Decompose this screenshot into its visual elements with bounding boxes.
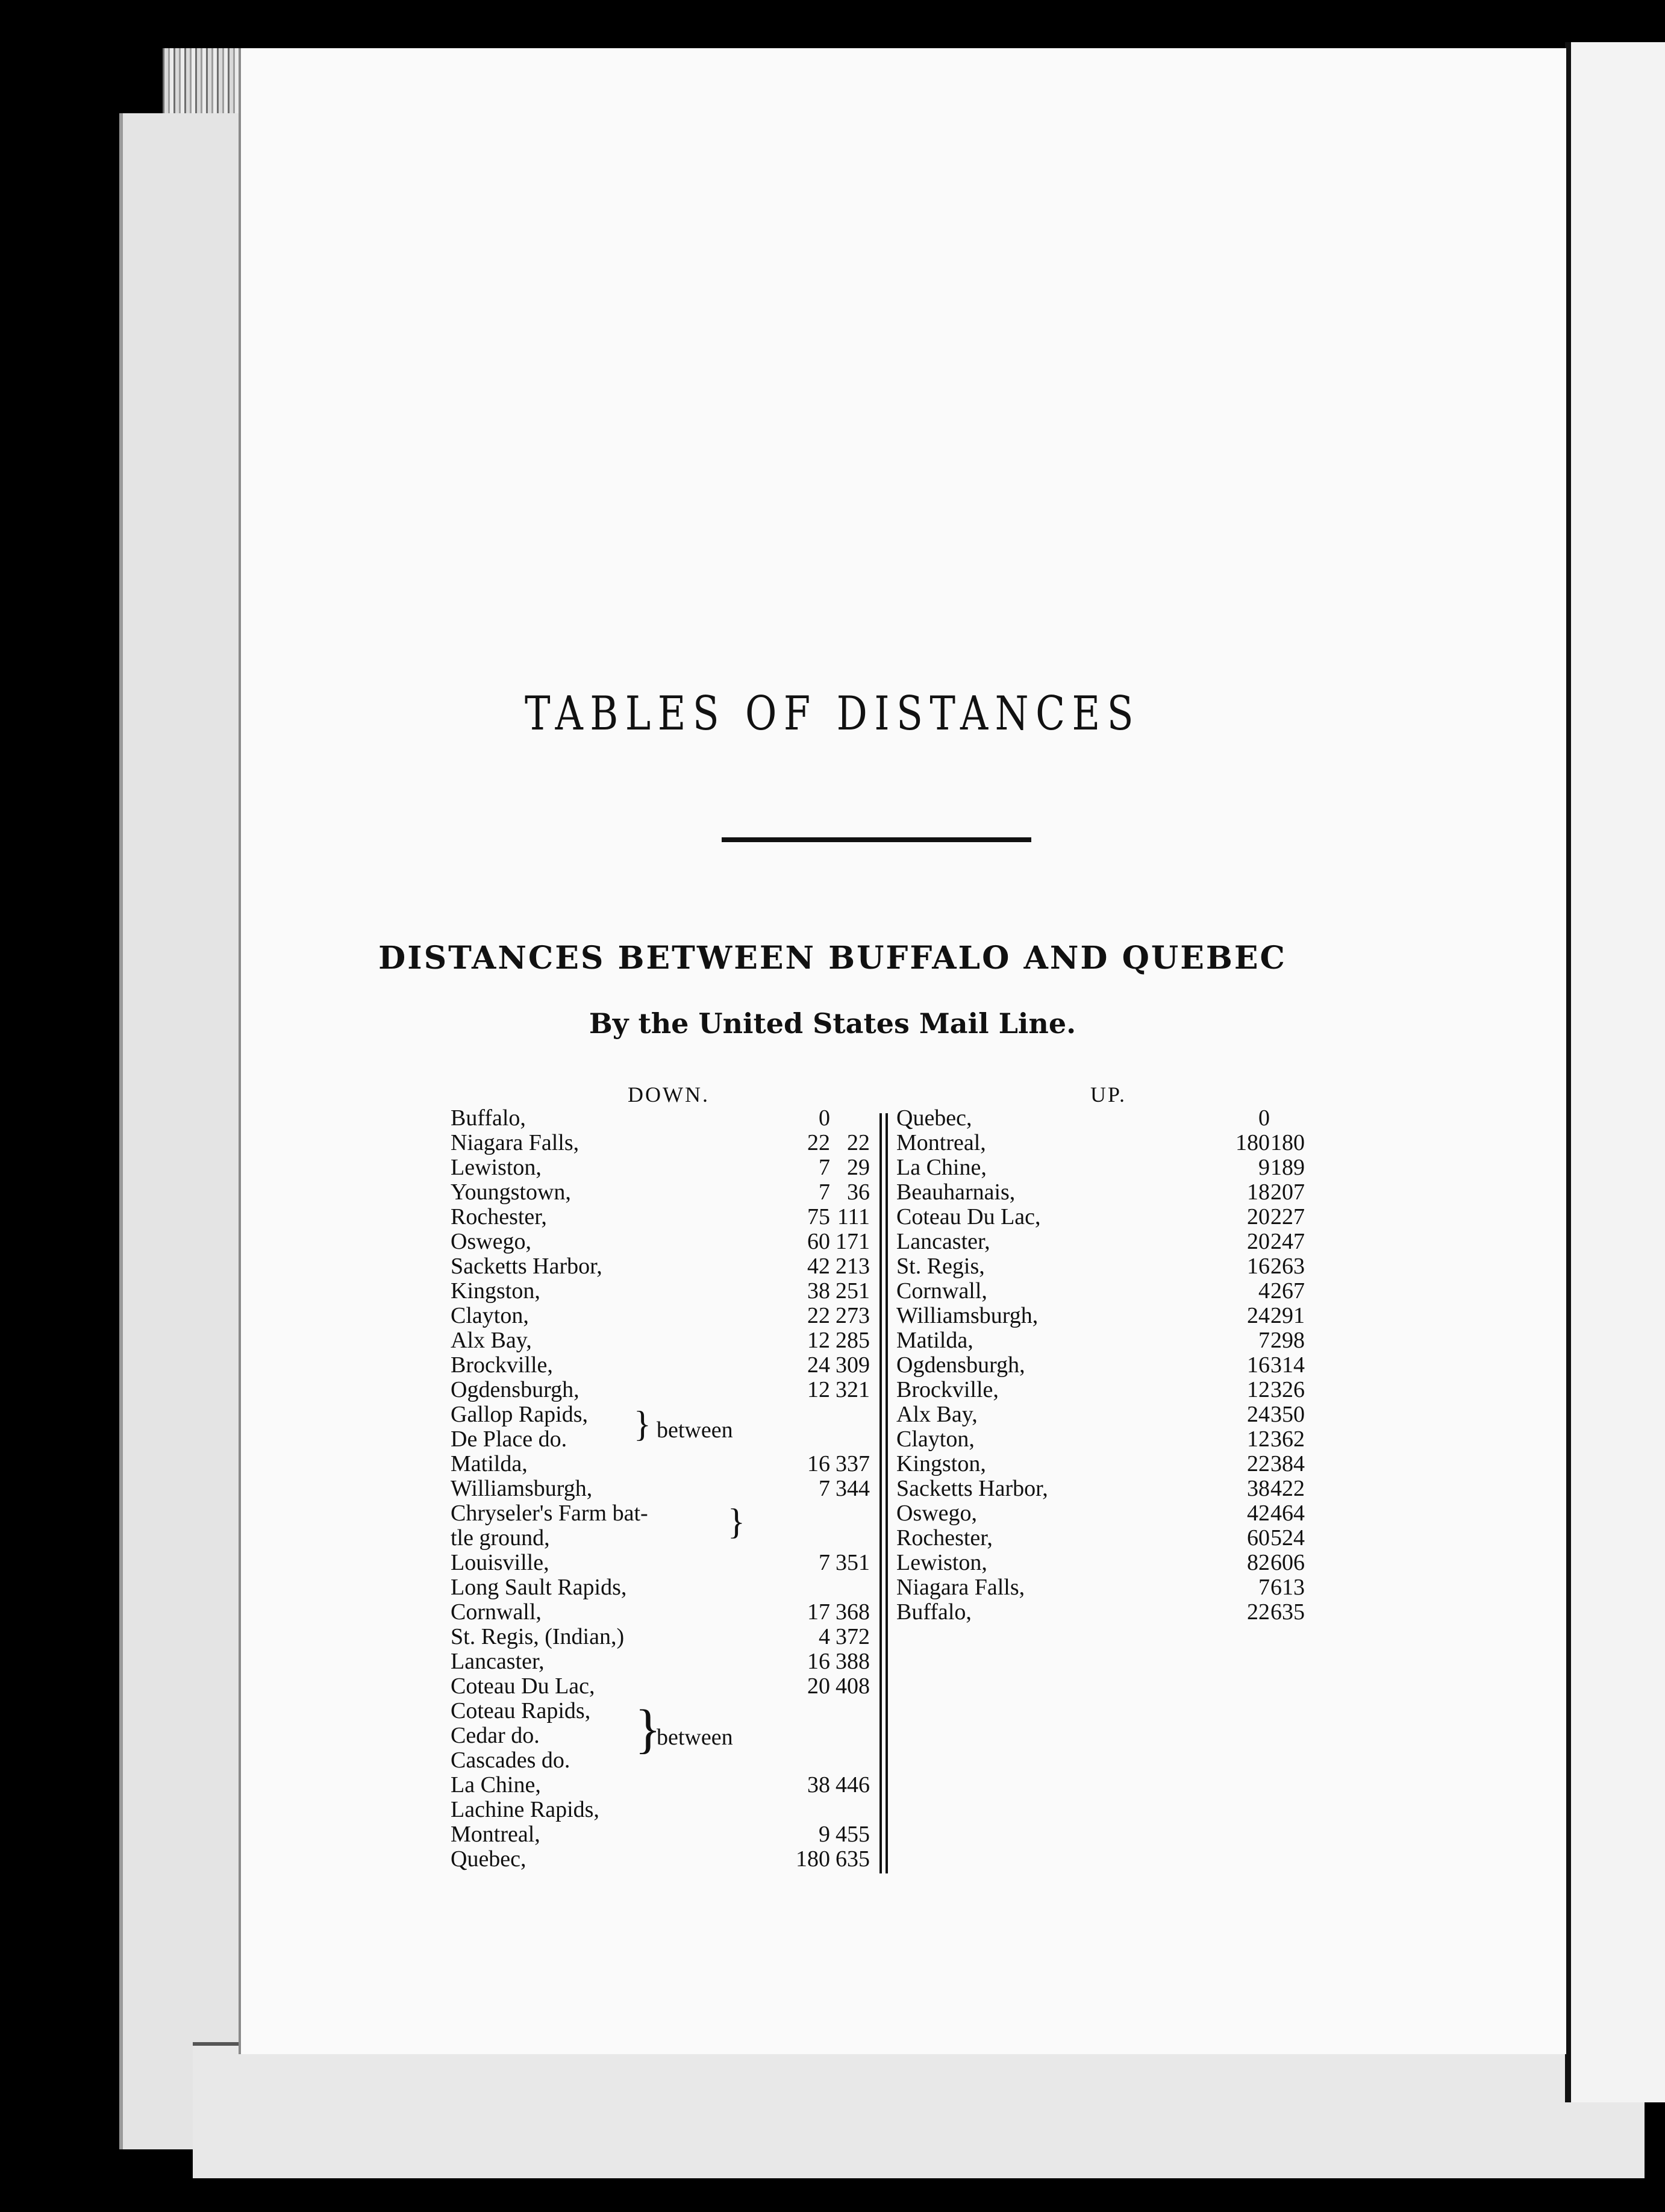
- place-name: Louisville,: [451, 1550, 549, 1575]
- cumulative-total: 464: [1270, 1501, 1305, 1526]
- distance-value: 22: [1247, 1599, 1270, 1625]
- cumulative-total: 247: [1270, 1229, 1305, 1254]
- table-row: [451, 1303, 870, 1328]
- place-name: Long Sault Rapids,: [451, 1575, 627, 1600]
- table-row: [451, 1822, 870, 1847]
- brace: }: [635, 1699, 661, 1759]
- cumulative-total: 635: [836, 1846, 870, 1872]
- distance-value: 4: [1258, 1278, 1270, 1304]
- distance-value: 42: [1247, 1501, 1270, 1526]
- distance-value: 7: [819, 1155, 830, 1180]
- place-name: Williamsburgh,: [451, 1476, 593, 1501]
- table-row: [896, 1600, 1306, 1625]
- distance-value: 20: [1247, 1229, 1270, 1254]
- distance-value: 75: [807, 1204, 830, 1229]
- cumulative-total: 171: [836, 1229, 870, 1254]
- cumulative-total: 291: [1270, 1303, 1305, 1328]
- place-name: Kingston,: [896, 1451, 986, 1476]
- distance-value: 60: [1247, 1525, 1270, 1551]
- cumulative-total: 372: [836, 1624, 870, 1649]
- place-name: Alx Bay,: [896, 1402, 978, 1427]
- table-row: [896, 1106, 1306, 1131]
- place-name: Chryseler's Farm bat-: [451, 1501, 648, 1526]
- table-row: [451, 1451, 870, 1476]
- distance-value: 12: [807, 1328, 830, 1353]
- place-name: Quebec,: [896, 1105, 972, 1131]
- table-row: [896, 1254, 1306, 1279]
- cumulative-total: 285: [836, 1328, 870, 1353]
- cumulative-total: 207: [1270, 1179, 1305, 1205]
- place-name: Lancaster,: [896, 1229, 990, 1254]
- distance-value: 22: [1247, 1451, 1270, 1476]
- place-name: Montreal,: [451, 1822, 540, 1847]
- place-name: Gallop Rapids,: [451, 1402, 588, 1427]
- table-row: [451, 1846, 870, 1872]
- table-row: [896, 1205, 1306, 1229]
- cumulative-total: 446: [836, 1772, 870, 1798]
- distance-value: 22: [807, 1130, 830, 1155]
- cumulative-total: 455: [836, 1822, 870, 1847]
- place-name: Clayton,: [896, 1426, 975, 1452]
- cumulative-total: 408: [836, 1673, 870, 1699]
- distance-value: 180: [796, 1846, 830, 1872]
- place-name: Sacketts Harbor,: [896, 1476, 1048, 1501]
- table-row: [451, 1476, 870, 1501]
- table-row: [451, 1328, 870, 1353]
- cumulative-total: 273: [836, 1303, 870, 1328]
- place-name: Oswego,: [451, 1229, 532, 1254]
- table-row: [451, 1204, 870, 1229]
- distance-value: 16: [807, 1451, 830, 1476]
- table-row: [896, 1180, 1306, 1205]
- distance-value: 4: [819, 1624, 830, 1649]
- place-name: Kingston,: [451, 1278, 540, 1304]
- place-name: Beauharnais,: [896, 1179, 1016, 1205]
- table-row: [896, 1155, 1306, 1180]
- table-row: [896, 1279, 1306, 1304]
- table-row: [451, 1278, 870, 1304]
- cumulative-total: 227: [1270, 1204, 1305, 1229]
- page-title: TABLES OF DISTANCES: [524, 687, 1141, 741]
- table-row: [896, 1427, 1306, 1452]
- table-row: [451, 1772, 870, 1798]
- distance-value: 38: [807, 1278, 830, 1304]
- cumulative-total: 337: [836, 1451, 870, 1476]
- place-name: Coteau Du Lac,: [451, 1673, 595, 1699]
- table-row: [451, 1550, 870, 1575]
- cumulative-total: 180: [1270, 1130, 1305, 1155]
- distance-value: 42: [807, 1254, 830, 1279]
- place-name: Youngstown,: [451, 1179, 571, 1205]
- cumulative-total: 213: [836, 1254, 870, 1279]
- cumulative-total: 189: [1270, 1155, 1305, 1180]
- distance-value: 7: [1258, 1328, 1270, 1353]
- distance-value: 22: [807, 1303, 830, 1328]
- place-name: Ogdensburgh,: [896, 1352, 1025, 1378]
- place-name: Lachine Rapids,: [451, 1797, 599, 1822]
- place-name: Brockville,: [451, 1352, 553, 1378]
- book-page: [239, 48, 1566, 2054]
- cumulative-total: 111: [837, 1204, 870, 1229]
- section-subheading: By the United States Mail Line.: [589, 1007, 1076, 1040]
- distance-value: 24: [1247, 1402, 1270, 1427]
- table-row: [451, 1673, 870, 1699]
- table-row: [451, 1229, 870, 1254]
- place-name: Sacketts Harbor,: [451, 1254, 602, 1279]
- distance-value: 17: [807, 1599, 830, 1625]
- table-row: [896, 1402, 1306, 1427]
- place-name: Cedar do.: [451, 1723, 540, 1748]
- place-name: De Place do.: [451, 1426, 567, 1452]
- distance-value: 9: [1258, 1155, 1270, 1180]
- place-name: Cascades do.: [451, 1748, 570, 1773]
- table-row: [896, 1551, 1306, 1575]
- title-rule: [722, 837, 1031, 842]
- cumulative-total: 368: [836, 1599, 870, 1625]
- distance-value: 0: [819, 1105, 830, 1131]
- table-row: [896, 1526, 1306, 1551]
- distance-value: 7: [819, 1179, 830, 1205]
- table-row: [896, 1353, 1306, 1378]
- table-row: [451, 1501, 860, 1526]
- table-row: [451, 1526, 860, 1551]
- place-name: Montreal,: [896, 1130, 986, 1155]
- cumulative-total: 36: [847, 1179, 870, 1205]
- table-row: [451, 1130, 870, 1155]
- cumulative-total: 350: [1270, 1402, 1305, 1427]
- table-row: [451, 1798, 860, 1822]
- place-name: Brockville,: [896, 1377, 999, 1402]
- cumulative-total: 267: [1270, 1278, 1305, 1304]
- table-row: [451, 1402, 860, 1427]
- distance-value: 0: [1258, 1105, 1270, 1131]
- brace: }: [634, 1404, 651, 1444]
- previous-leaf: [119, 113, 255, 2149]
- table-row: [896, 1229, 1306, 1254]
- place-name: Lewiston,: [451, 1155, 542, 1180]
- distance-value: 24: [807, 1352, 830, 1378]
- place-name: Buffalo,: [896, 1599, 972, 1625]
- up-table: [896, 1106, 1306, 1625]
- place-name: Williamsburgh,: [896, 1303, 1039, 1328]
- table-row: [451, 1179, 870, 1205]
- table-row: [451, 1624, 870, 1649]
- place-name: Lancaster,: [451, 1649, 545, 1674]
- place-name: Matilda,: [451, 1451, 528, 1476]
- distance-value: 12: [807, 1377, 830, 1402]
- distance-value: 38: [1247, 1476, 1270, 1501]
- place-name: Coteau Du Lac,: [896, 1204, 1041, 1229]
- place-name: Niagara Falls,: [451, 1130, 579, 1155]
- distance-value: 18: [1247, 1179, 1270, 1205]
- cumulative-total: 524: [1270, 1525, 1305, 1551]
- table-row: [896, 1452, 1306, 1476]
- cumulative-total: 251: [836, 1278, 870, 1304]
- table-row: [896, 1575, 1306, 1600]
- distance-value: 16: [1247, 1254, 1270, 1279]
- place-name: Matilda,: [896, 1328, 973, 1353]
- cumulative-total: 422: [1270, 1476, 1305, 1501]
- distance-value: 82: [1247, 1550, 1270, 1575]
- place-name: Buffalo,: [451, 1105, 526, 1131]
- up-column-label: UP.: [1090, 1083, 1127, 1107]
- place-name: St. Regis,: [896, 1254, 985, 1279]
- table-row: [896, 1304, 1306, 1328]
- distance-value: 7: [819, 1476, 830, 1501]
- place-name: Alx Bay,: [451, 1328, 532, 1353]
- distance-value: 12: [1247, 1426, 1270, 1452]
- table-row: [896, 1476, 1306, 1501]
- place-name: Quebec,: [451, 1846, 526, 1872]
- brace: }: [728, 1502, 745, 1542]
- cumulative-total: 344: [836, 1476, 870, 1501]
- place-name: Cornwall,: [451, 1599, 542, 1625]
- distance-value: 12: [1247, 1377, 1270, 1402]
- table-row: [451, 1649, 870, 1674]
- distance-value: 9: [819, 1822, 830, 1847]
- column-divider: [879, 1113, 882, 1873]
- cumulative-total: 613: [1270, 1575, 1305, 1600]
- cumulative-total: 351: [836, 1550, 870, 1575]
- cumulative-total: 321: [836, 1377, 870, 1402]
- place-name: Coteau Rapids,: [451, 1698, 591, 1723]
- place-name: Ogdensburgh,: [451, 1377, 579, 1402]
- table-row: [451, 1254, 870, 1279]
- cumulative-total: 635: [1270, 1599, 1305, 1625]
- table-row: [451, 1575, 860, 1600]
- distance-value: 20: [807, 1673, 830, 1699]
- place-name: tle ground,: [451, 1525, 550, 1551]
- place-name: Niagara Falls,: [896, 1575, 1025, 1600]
- table-row: [451, 1427, 860, 1452]
- table-row: [451, 1106, 860, 1131]
- place-name: Rochester,: [896, 1525, 993, 1551]
- table-row: [896, 1378, 1306, 1402]
- facing-page: [1565, 42, 1665, 2102]
- place-name: Lewiston,: [896, 1550, 987, 1575]
- distance-value: 7: [819, 1550, 830, 1575]
- table-row: [451, 1599, 870, 1625]
- table-row: [451, 1352, 870, 1378]
- lower-leaf: [193, 2042, 1645, 2178]
- distance-value: 180: [1235, 1130, 1270, 1155]
- cumulative-total: 314: [1270, 1352, 1305, 1378]
- cumulative-total: 298: [1270, 1328, 1305, 1353]
- place-name: Cornwall,: [896, 1278, 987, 1304]
- cumulative-total: 388: [836, 1649, 870, 1674]
- cumulative-total: 22: [847, 1130, 870, 1155]
- cumulative-total: 362: [1270, 1426, 1305, 1452]
- place-name: La Chine,: [451, 1772, 541, 1798]
- distance-value: 16: [1247, 1352, 1270, 1378]
- cumulative-total: 263: [1270, 1254, 1305, 1279]
- table-row: [451, 1377, 870, 1402]
- table-row: [896, 1328, 1306, 1353]
- distance-value: 60: [807, 1229, 830, 1254]
- cumulative-total: 29: [847, 1155, 870, 1180]
- distance-value: 24: [1247, 1303, 1270, 1328]
- place-name: Oswego,: [896, 1501, 978, 1526]
- cumulative-total: 326: [1270, 1377, 1305, 1402]
- column-divider: [886, 1113, 888, 1873]
- cumulative-total: 309: [836, 1352, 870, 1378]
- table-row: [896, 1501, 1306, 1526]
- cumulative-total: 606: [1270, 1550, 1305, 1575]
- cumulative-total: 384: [1270, 1451, 1305, 1476]
- table-row: [451, 1155, 870, 1180]
- distance-value: 7: [1258, 1575, 1270, 1600]
- place-name: La Chine,: [896, 1155, 987, 1180]
- down-column-label: DOWN.: [628, 1083, 710, 1107]
- place-name: Rochester,: [451, 1204, 547, 1229]
- distance-value: 20: [1247, 1204, 1270, 1229]
- section-heading: DISTANCES BETWEEN BUFFALO AND QUEBEC: [378, 940, 1287, 976]
- place-name: St. Regis, (Indian,): [451, 1624, 625, 1649]
- distance-value: 16: [807, 1649, 830, 1674]
- place-name: Clayton,: [451, 1303, 529, 1328]
- table-row: [896, 1131, 1306, 1155]
- distance-value: 38: [807, 1772, 830, 1798]
